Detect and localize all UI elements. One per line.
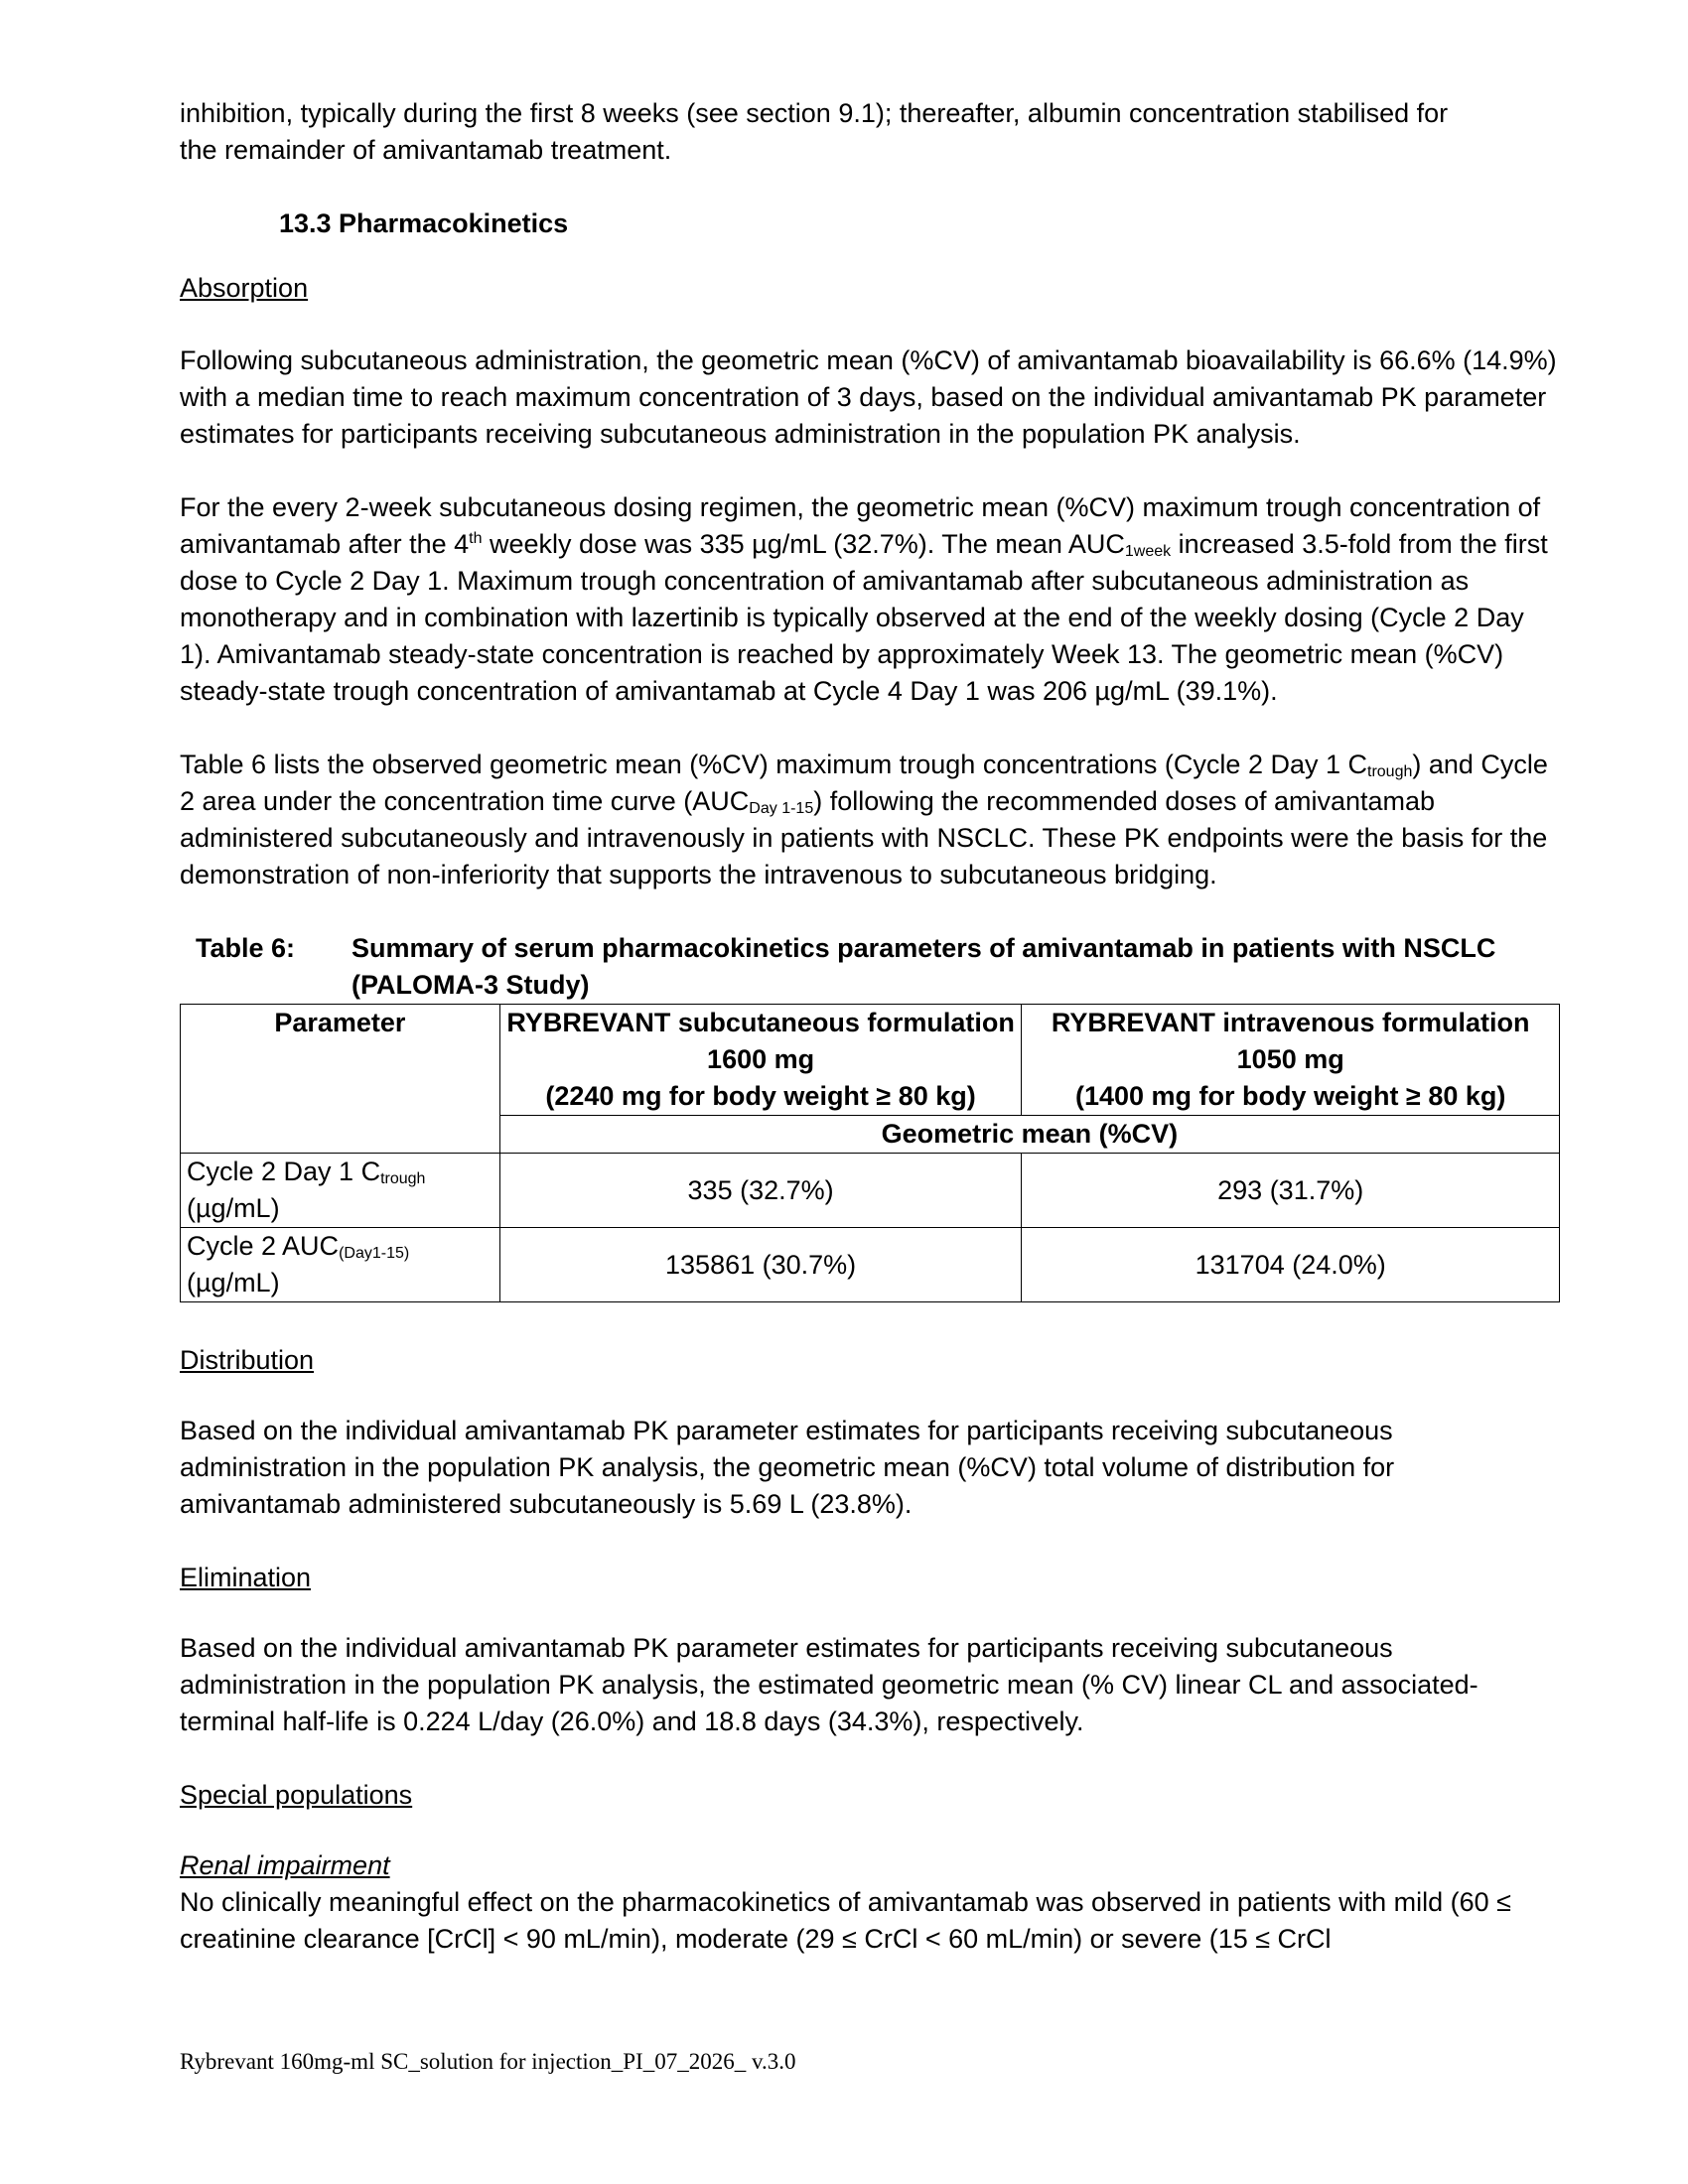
param-unit: (µg/mL) xyxy=(187,1268,280,1297)
header-iv-line-1: RYBREVANT intravenous formulation xyxy=(1051,1008,1530,1037)
document-page xyxy=(180,95,1560,1958)
intro-paragraph xyxy=(180,95,1560,169)
header-parameter: Parameter xyxy=(181,1005,500,1154)
absorption-paragraph-3 xyxy=(180,747,1560,893)
row-parameter xyxy=(181,1228,500,1302)
special-populations-label: Special populations xyxy=(180,1780,413,1810)
superscript: th xyxy=(469,530,483,547)
header-intravenous xyxy=(1022,1005,1560,1116)
text-run: Table 6 lists the observed geometric mean (%CV) maximum trough concentrations (Cycle 2 Day 1 C xyxy=(180,750,1367,779)
text-run: ) following the recommended doses of amivantamab administered subcutaneously and intravenously in patients with NSCLC. These PK endpoints were the basis for the demonstration of non-inferiority that supports the intravenous to subcutaneous bridging. xyxy=(180,786,1548,889)
subscript: trough xyxy=(1367,763,1413,780)
table-row xyxy=(181,1228,1560,1302)
row-iv-value: 131704 (24.0%) xyxy=(1022,1228,1560,1302)
header-sc-line-1: RYBREVANT subcutaneous formulation xyxy=(506,1008,1015,1037)
subscript: 1week xyxy=(1124,543,1172,560)
row-sc-value: 135861 (30.7%) xyxy=(499,1228,1022,1302)
header-subcutaneous xyxy=(499,1005,1022,1116)
distribution-paragraph: Based on the individual amivantamab PK parameter estimates for participants receiving subcutaneous administration in the population PK analysis, the geometric mean (%CV) total volume of distribution for amivantamab administered subcutaneously is 5.69 L (23.8%). xyxy=(180,1416,1395,1519)
param-unit: (µg/mL) xyxy=(187,1193,280,1223)
text-run: ) and Cycle 2 area under the concentration time curve (AUC xyxy=(180,750,1548,816)
absorption-label: Absorption xyxy=(180,273,309,303)
row-parameter xyxy=(181,1154,500,1228)
table-title xyxy=(352,930,1560,1004)
text-run: For the every 2-week subcutaneous dosing regimen, the geometric mean (%CV) maximum trough concentration of amivantamab after the 4 xyxy=(180,492,1541,559)
subscript: Day 1-15 xyxy=(749,800,814,817)
elimination-label: Elimination xyxy=(180,1563,312,1592)
table-header-row xyxy=(181,1005,1560,1116)
section-heading: 13.3 Pharmacokinetics xyxy=(279,208,569,238)
row-sc-value: 335 (32.7%) xyxy=(499,1154,1022,1228)
table-row xyxy=(181,1154,1560,1228)
page-footer: Rybrevant 160mg-ml SC_solution for injection_PI_07_2026_ v.3.0 xyxy=(180,2049,796,2074)
renal-impairment-label: Renal impairment xyxy=(180,1850,390,1880)
elimination-paragraph: Based on the individual amivantamab PK parameter estimates for participants receiving subcutaneous administration in the population PK analysis, the estimated geometric mean (% CV) linear CL and associated-terminal half-life is 0.224 L/day (26.0%) and 18.8 days (34.3%), respectively. xyxy=(180,1633,1478,1736)
renal-impairment-paragraph: No clinically meaningful effect on the pharmacokinetics of amivantamab was observed in patients with mild (60 ≤ creatinine clearance [CrCl] < 90 mL/min), moderate (29 ≤ CrCl < 60 mL/min) or severe (15 ≤ CrCl xyxy=(180,1887,1511,1954)
pk-parameters-table xyxy=(180,1004,1560,1302)
distribution-label: Distribution xyxy=(180,1345,315,1375)
absorption-paragraph-2 xyxy=(180,489,1560,710)
table-title-line-1: Summary of serum pharmacokinetics parameters of amivantamab in patients with NSCLC xyxy=(352,933,1496,963)
header-iv-line-2: 1050 mg xyxy=(1236,1044,1344,1074)
param-subscript: trough xyxy=(380,1170,426,1187)
param-text: Cycle 2 AUC xyxy=(187,1231,340,1261)
param-subscript: (Day1-15) xyxy=(339,1245,410,1262)
header-sc-line-3: (2240 mg for body weight ≥ 80 kg) xyxy=(545,1081,976,1111)
text-run: weekly dose was 335 µg/mL (32.7%). The mean AUC xyxy=(482,529,1125,559)
absorption-paragraph-1: Following subcutaneous administration, the geometric mean (%CV) of amivantamab bioavailability is 66.6% (14.9%) with a median time to reach maximum concentration of 3 days, based on the individual amivantamab PK parameter estimates for participants receiving subcutaneous administration in the population PK analysis. xyxy=(180,345,1557,449)
intro-line-2: the remainder of amivantamab treatment. xyxy=(180,135,672,165)
intro-line-1: inhibition, typically during the first 8 weeks (see section 9.1); thereafter, albumin concentration stabilised for xyxy=(180,98,1449,128)
header-iv-line-3: (1400 mg for body weight ≥ 80 kg) xyxy=(1074,1081,1506,1111)
table-title-line-2: (PALOMA-3 Study) xyxy=(352,970,590,1000)
row-iv-value: 293 (31.7%) xyxy=(1022,1154,1560,1228)
table-caption xyxy=(196,930,1560,1004)
text-run: increased 3.5-fold from the first dose to Cycle 2 Day 1. Maximum trough concentration of amivantamab after subcutaneous administration as monotherapy and in combination with lazertinib is typically observed at the end of the weekly dosing (Cycle 2 Day 1). Amivantamab steady-state concentration is reached by approximately Week 13. The geometric mean (%CV) steady-state trough concentration of amivantamab at Cycle 4 Day 1 was 206 µg/mL (39.1%). xyxy=(180,529,1548,706)
table-number: Table 6: xyxy=(196,933,296,963)
header-geometric-mean: Geometric mean (%CV) xyxy=(499,1116,1559,1154)
param-text: Cycle 2 Day 1 C xyxy=(187,1157,381,1186)
header-sc-line-2: 1600 mg xyxy=(707,1044,815,1074)
